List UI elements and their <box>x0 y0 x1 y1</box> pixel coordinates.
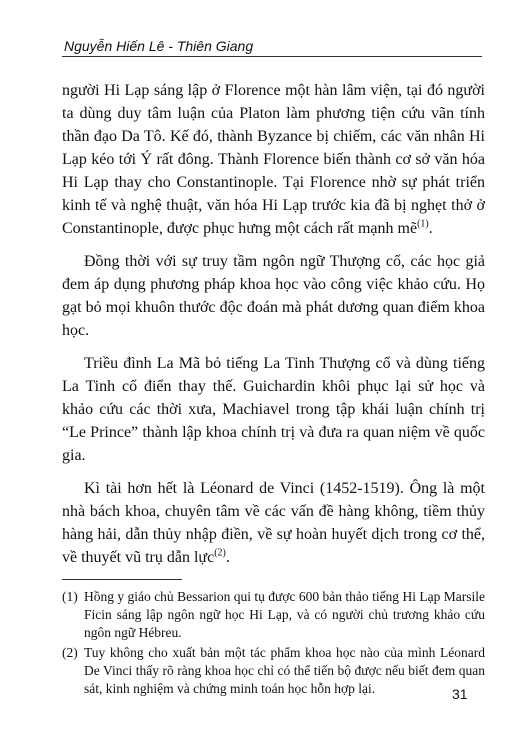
footnote-2 <box>62 644 485 698</box>
running-header: Nguyễn Hiến Lê - Thiên Giang <box>64 38 254 54</box>
footnotes <box>62 588 485 698</box>
footnote-1-number: (1) <box>62 589 78 604</box>
footnote-2-number: (2) <box>62 645 78 660</box>
paragraph-1 <box>62 79 485 240</box>
paragraph-4-end: . <box>225 549 230 566</box>
footnote-1 <box>62 588 485 642</box>
page-number: 31 <box>452 686 468 702</box>
paragraph-2: Đồng thời với sự truy tầm ngôn ngữ Thượng cổ, các học giả đem áp dụng phương pháp khoa học vào công việc khảo cứu. Họ gạt bỏ mọi khuôn thước độc đoán mà phát dương quan điểm khoa học. <box>62 253 485 339</box>
footnote-rule <box>62 579 182 580</box>
paragraph-4 <box>62 477 485 569</box>
footnote-1-text: Hồng y giáo chủ Bessarion qui tụ được 600 bản thảo tiếng Hi Lạp Marsile Ficin sáng lập ngôn ngữ học Hi Lạp, và có người chủ trương khảo cứu ngôn ngữ Hébreu. <box>84 589 485 640</box>
footnote-2-text: Tuy không cho xuất bản một tác phẩm khoa học nào của mình Léonard De Vinci thấy rõ ràng khoa học chỉ có thể tiến bộ được nếu biết đem quan sát, kinh nghiệm và chứng minh toán học hỗn hợp lại. <box>84 645 485 696</box>
footnote-ref-1: (1) <box>417 218 429 230</box>
header-rule <box>62 56 482 57</box>
body-text <box>62 79 485 569</box>
footnote-ref-2: (2) <box>214 547 226 559</box>
paragraph-1-end: . <box>428 220 433 237</box>
paragraph-1-text: người Hi Lạp sáng lập ở Florence một hàn lâm viện, tại đó người ta dùng duy tâm luận của Platon làm phương tiện cứu vãn tính thần đạo Da Tô. Kế đó, thành Byzance bị chiếm, các văn nhân Hi Lạp kéo tới Ý rất đông. Thành Florence biến thành cơ sở văn hóa Hi Lạp thay cho Constantinople. Tại Florence nhờ sự phát triển kinh tế và nghệ thuật, văn hóa Hi Lạp trước kia đã bị nghẹt thở ở Constantinople, được phục hưng một cách rất mạnh mẽ <box>62 82 485 237</box>
paragraph-3: Triều đình La Mã bỏ tiếng La Tinh Thượng cổ và dùng tiếng La Tinh cổ điển thay thế. Guichardin khôi phục lại sử học và khảo cứu các thời xưa, Machiavel trong tập khái luận chính trị “Le Prince” thành lập khoa chính trị và đưa ra quan niệm về quốc gia. <box>62 355 485 464</box>
paragraph-4-text: Kì tài hơn hết là Léonard de Vinci (1452-1519). Ông là một nhà bách khoa, chuyên tâm về các vấn đề hàng không, tiềm thủy hàng hải, dẫn thủy nhập điền, về sự hoàn huyết dịch trong cơ thể, về thuyết vũ trụ dẫn lực <box>62 480 485 566</box>
